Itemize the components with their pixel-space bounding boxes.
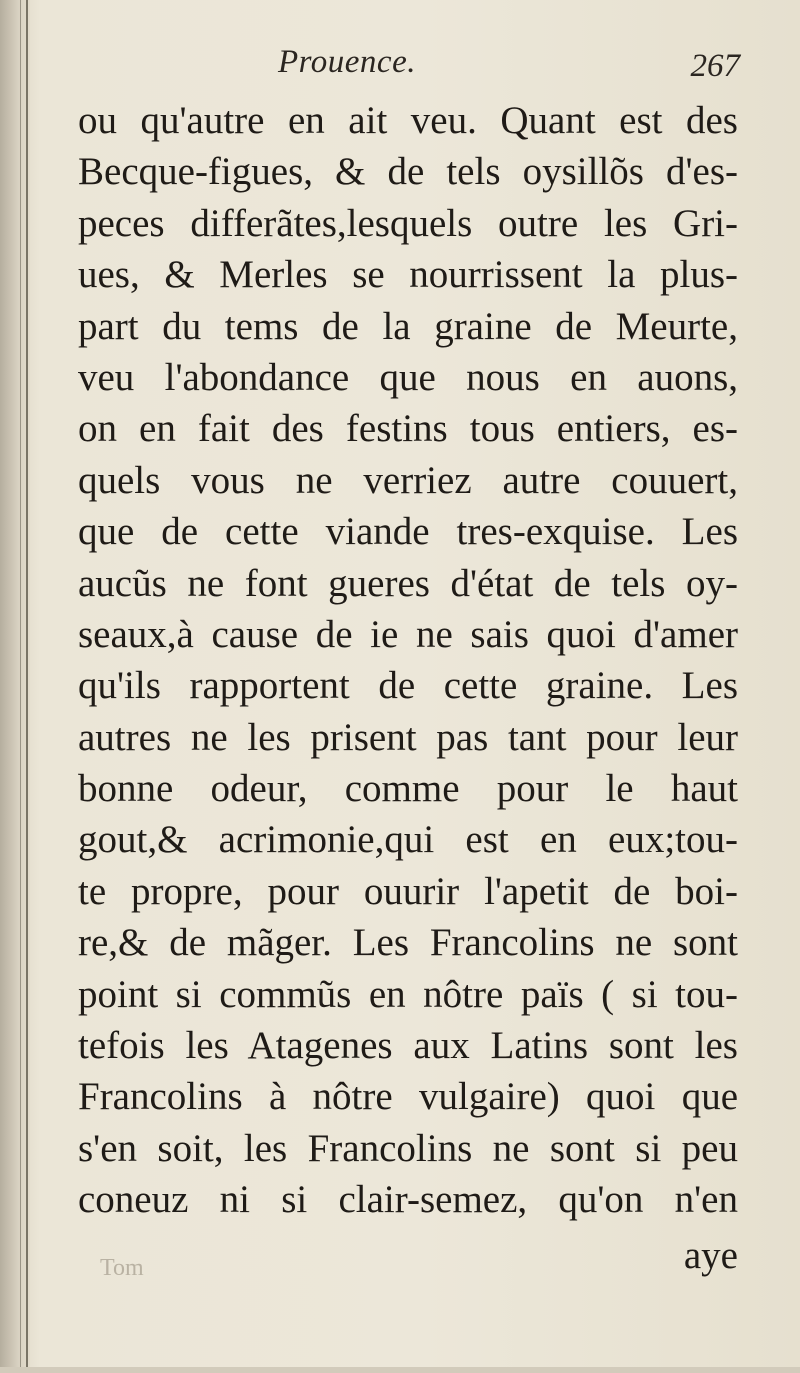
- signature-mark: Tom: [100, 1255, 144, 1281]
- body-text: [78, 95, 738, 1226]
- page-bottom-edge: [0, 1367, 800, 1373]
- text-line: ues, & Merles se nourrissent la plus-: [78, 253, 738, 297]
- text-line: que de cette viande tres-exquise. Les: [78, 510, 738, 554]
- catchword-row: [78, 1233, 738, 1283]
- page-header: [80, 44, 740, 94]
- text-line: qu'ils rapportent de cette graine. Les: [78, 664, 738, 708]
- text-line: s'en soit, les Francolins ne sont si peu: [78, 1126, 738, 1170]
- text-line: coneuz ni si clair-semez, qu'on n'en: [78, 1178, 738, 1222]
- text-line: tefois les Atagenes aux Latins sont les: [78, 1024, 738, 1068]
- text-line: gout,& acrimonie,qui est en eux;tou-: [78, 818, 738, 862]
- catchword: aye: [683, 1234, 738, 1277]
- text-line: point si commũs en nôtre païs ( si tou-: [78, 972, 738, 1016]
- binding-shadow: [20, 0, 21, 1373]
- text-line: Becque-figues, & de tels oysillõs d'es-: [78, 150, 738, 194]
- text-line: on en fait des festins tous entiers, es-: [78, 407, 738, 451]
- page-number: 267: [690, 48, 740, 84]
- text-line: te propre, pour ouurir l'apetit de boi-: [78, 869, 738, 913]
- text-line: Francolins à nôtre vulgaire) quoi que: [78, 1075, 738, 1119]
- text-line: autres ne les prisent pas tant pour leur: [78, 715, 738, 759]
- text-line: veu l'abondance que nous en auons,: [78, 355, 738, 399]
- text-line: ou qu'autre en ait veu. Quant est des: [78, 99, 738, 142]
- text-line: quels vous ne verriez autre couuert,: [78, 458, 738, 502]
- text-line: re,& de mãger. Les Francolins ne sont: [78, 921, 738, 965]
- text-line: seaux,à cause de ie ne sais quoi d'amer: [78, 612, 738, 656]
- text-line: aucũs ne font gueres d'état de tels oy-: [78, 561, 738, 605]
- running-head: Prouence.: [278, 44, 416, 80]
- text-line: peces differãtes,lesquels outre les Gri-: [78, 201, 738, 245]
- text-line: part du tems de la graine de Meurte,: [78, 304, 738, 348]
- binding-edge: [26, 0, 28, 1373]
- text-line: bonne odeur, comme pour le haut: [78, 767, 738, 811]
